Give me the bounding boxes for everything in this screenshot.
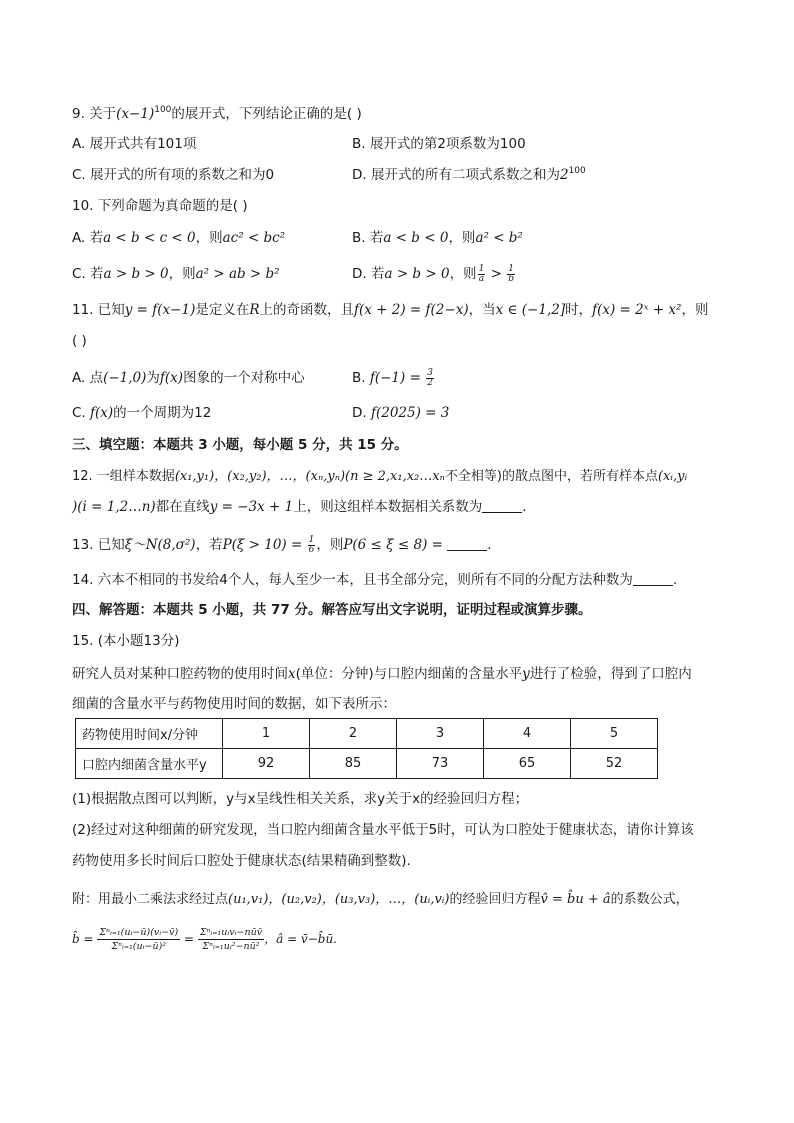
q14 — [72, 570, 677, 590]
q13-frac-den: 6 — [308, 544, 315, 555]
q13-mid: ，若 — [195, 537, 223, 553]
q10-option-a — [72, 228, 285, 248]
q10-c-cond: a > b > 0 — [103, 266, 169, 282]
q13-pre: 13. 已知 — [72, 537, 125, 553]
q10-option-d — [352, 264, 516, 284]
q15-intro-line1 — [72, 664, 692, 684]
q14-post: . — [672, 572, 678, 588]
q11-b-frac-num: 3 — [427, 367, 433, 378]
q13-frac-num: 1 — [308, 534, 315, 545]
q13 — [72, 535, 492, 555]
q15-intro-line2: 细菌的含量水平与药物使用时间的数据，如下表所示： — [72, 696, 396, 712]
q15-intro-a: 研究人员对某种口腔药物的使用时间 — [72, 666, 288, 682]
q9-option-b: B. 展开式的第2项系数为100 — [352, 136, 526, 152]
q9-stem — [72, 104, 362, 124]
q15-part2-line2: 药物使用多长时间后口腔处于健康状态(结果精确到整数). — [72, 853, 411, 869]
q9-expression: (x−1) — [116, 106, 155, 122]
table-cell: 1 — [223, 719, 310, 749]
q10-d-frac1 — [478, 265, 486, 284]
q11-c-pre: C. — [72, 405, 91, 421]
formula-frac2-den: Σⁿᵢ₌₁uᵢ²−nū² — [202, 941, 260, 952]
q9-stem-end: 的展开式，下列结论正确的是( ) — [171, 106, 362, 122]
q11-s3: 是定义在 — [195, 302, 250, 318]
formula-lhs: b̂ = — [72, 932, 98, 946]
table-cell: 85 — [310, 749, 397, 779]
q11-s1: 11. 已知 — [72, 302, 125, 318]
q11-c-fx: f(x) — [90, 405, 114, 421]
formula-rest: ，â = v̄−b̂ū. — [264, 932, 337, 946]
q15-intro-b: (单位：分钟)与口腔内细菌的含量水平 — [295, 666, 523, 682]
q9-option-d-text: D. 展开式的所有二项式系数之和为 — [352, 167, 560, 183]
q10-b-res: a² < b² — [475, 230, 523, 246]
q13-mid2: ，则 — [316, 537, 344, 553]
q14-answer-blank[interactable] — [633, 571, 673, 586]
q9-option-a: A. 展开式共有101项 — [72, 136, 197, 152]
q11-s8: x ∈ (−1,2] — [495, 302, 566, 318]
q15-note-equation: v̂ = b̂u + â — [540, 892, 611, 907]
q9-option-d-base: 2 — [559, 167, 569, 183]
table-row-header-y: 口腔内细菌含量水平y — [76, 749, 223, 779]
formula-eq: = — [180, 932, 198, 946]
q9-option-d-exp: 100 — [568, 166, 586, 176]
section-3-heading: 三、填空题：本题共 3 小题，每小题 5 分，共 15 分。 — [72, 437, 408, 453]
q11-option-d — [352, 403, 449, 423]
data-table — [75, 718, 658, 779]
formula-frac1-num: Σⁿᵢ₌₁(uᵢ−ū)(vᵢ−v̄) — [99, 927, 179, 938]
q10-d-frac1-den: a — [478, 273, 485, 284]
q9-option-c: C. 展开式的所有项的系数之和为0 — [72, 167, 275, 183]
q9-stem-text: 9. 关于 — [72, 106, 117, 122]
q11-a-post: 图象的一个对称中心 — [183, 370, 305, 386]
q12-answer-blank[interactable] — [482, 498, 522, 513]
table-cell: 5 — [571, 719, 658, 749]
q11-a-fx: f(x) — [159, 370, 184, 386]
q11-s10: f(x) = 2ˣ + x² — [592, 302, 682, 318]
q13-answer-blank[interactable] — [447, 536, 487, 551]
q11-b-frac — [426, 369, 434, 388]
q10-a-mid: ，则 — [195, 230, 223, 246]
q10-c-pre: C. 若 — [72, 266, 104, 282]
q11-s11: ，则 — [681, 302, 709, 318]
q10-a-cond: a < b < c < 0 — [103, 230, 196, 246]
q9-option-d — [352, 165, 586, 185]
table-row-header-x: 药物使用时间x/分钟 — [76, 719, 223, 749]
q13-frac — [308, 536, 316, 555]
section-4-heading: 四、解答题：本题共 5 小题，共 77 分。解答应写出文字说明，证明过程或演算步骤。 — [72, 602, 592, 618]
table-row — [76, 749, 658, 779]
q11-d-expr: f(2025) = 3 — [370, 405, 450, 421]
q12-line1 — [72, 467, 687, 487]
q11-s2: y = f(x−1) — [124, 302, 196, 318]
q10-b-pre: B. 若 — [352, 230, 384, 246]
q12-l2-d: 上，则这组样本数据相关系数为 — [293, 499, 483, 515]
q15-note-points: (u₁,v₁)，(u₂,v₂)，(u₃,v₃)，…，(uᵢ,vᵢ) — [228, 892, 450, 907]
q10-b-cond: a < b < 0 — [383, 230, 449, 246]
q12-l1-a: 12. 一组样本数据 — [72, 469, 175, 484]
q11-option-a — [72, 368, 305, 388]
q10-d-mid: ，则 — [449, 266, 477, 282]
q12-l2-c: y = −3x + 1 — [209, 499, 294, 515]
q11-b-frac-den: 2 — [427, 377, 433, 388]
q10-c-res: a² > ab > b² — [195, 266, 280, 282]
q12-l1-b: (x₁,y₁)，(x₂,y₂)，…，(xₙ,yₙ)(n ≥ 2,x₁,x₂…xₙ — [174, 469, 445, 484]
formula-frac1-den: Σⁿᵢ₌₁(uᵢ−ū)² — [111, 941, 167, 952]
formula-frac1 — [97, 926, 180, 953]
q15-intro-c: 进行了检验，得到了口腔内 — [529, 666, 692, 682]
q10-a-res: ac² < bc² — [222, 230, 286, 246]
q11-c-post: 的一个周期为12 — [113, 405, 212, 421]
table-cell: 2 — [310, 719, 397, 749]
table-row — [76, 719, 658, 749]
q15-heading: 15. (本小题13分) — [72, 633, 180, 649]
q15-note-c: 的系数公式， — [610, 892, 689, 907]
q11-option-c — [72, 403, 211, 423]
q15-intro-x: x — [288, 666, 296, 682]
formula-frac2-num: Σⁿᵢ₌₁uᵢvᵢ−nūv̄ — [199, 927, 263, 938]
q13-ask: P(6 ≤ ξ ≤ 8) = — [343, 537, 448, 553]
table-cell: 92 — [223, 749, 310, 779]
q10-a-pre: A. 若 — [72, 230, 104, 246]
q11-a-pre: A. 点 — [72, 370, 104, 386]
q11-s7: ，当 — [468, 302, 496, 318]
q13-post: . — [487, 537, 492, 553]
q12-l2-a: )(i = 1,2…n) — [72, 499, 156, 515]
q11-s6: f(x + 2) = f(2−x) — [354, 302, 469, 318]
q10-d-frac2 — [507, 265, 515, 284]
q10-stem: 10. 下列命题为真命题的是( ) — [72, 198, 248, 214]
q12-l2-e: . — [522, 499, 527, 515]
q15-part2-line1: (2)经过对这种细菌的研究发现，当口腔内细菌含量水平低于5时，可认为口腔处于健康状态，请你计算该 — [72, 822, 694, 838]
formula-frac2 — [198, 926, 264, 953]
q10-b-mid: ，则 — [448, 230, 476, 246]
q15-intro-y: y — [522, 666, 530, 682]
q11-a-mid: 为 — [146, 370, 160, 386]
q10-d-frac2-num: 1 — [508, 263, 514, 274]
q10-d-frac2-den: b — [508, 273, 514, 284]
table-cell: 65 — [484, 749, 571, 779]
q10-option-b — [352, 228, 523, 248]
table-cell: 73 — [397, 749, 484, 779]
q10-d-pre: D. 若 — [352, 266, 385, 282]
q11-stem-line2: ( ) — [72, 333, 87, 349]
q11-option-b — [352, 368, 435, 388]
q15-note-a: 附：用最小二乘法求经过点 — [72, 892, 229, 907]
q12-l2-b: 都在直线 — [155, 499, 210, 515]
q12-line2 — [72, 497, 527, 517]
q14-text: 14. 六本不相同的书发给4个人，每人至少一本，且书全部分完，则所有不同的分配方法种数为 — [72, 572, 633, 588]
q11-s9: 时， — [565, 302, 593, 318]
q10-c-mid: ，则 — [168, 266, 196, 282]
q11-b-expr: f(−1) = — [369, 370, 426, 386]
q13-cond: P(ξ > 10) = — [222, 537, 307, 553]
q11-a-point: (−1,0) — [103, 370, 147, 386]
q11-d-pre: D. — [352, 405, 371, 421]
q10-option-c — [72, 264, 280, 284]
q11-b-pre: B. — [352, 370, 370, 386]
q9-exponent: 100 — [154, 105, 172, 115]
q12-l1-c: 不全相等)的散点图中，若所有样本点 — [444, 469, 658, 484]
q15-part1: (1)根据散点图可以判断，y与x呈线性相关关系，求y关于x的经验回归方程； — [72, 791, 529, 807]
q10-d-frac1-num: 1 — [478, 263, 485, 274]
table-cell: 3 — [397, 719, 484, 749]
q12-l1-d: (xᵢ,yᵢ — [657, 469, 688, 484]
q10-d-cond: a > b > 0 — [384, 266, 450, 282]
q10-d-gt: > — [486, 266, 507, 282]
q15-note-line — [72, 890, 689, 910]
q15-note-b: 的经验回归方程 — [449, 892, 541, 907]
table-cell: 52 — [571, 749, 658, 779]
regression-formula — [72, 926, 337, 953]
table-cell: 4 — [484, 719, 571, 749]
q11-s4: R — [249, 302, 260, 318]
q13-dist: ξ～N(8,σ²) — [124, 537, 196, 553]
q11-stem — [72, 300, 708, 320]
q11-s5: 上的奇函数，且 — [259, 302, 355, 318]
